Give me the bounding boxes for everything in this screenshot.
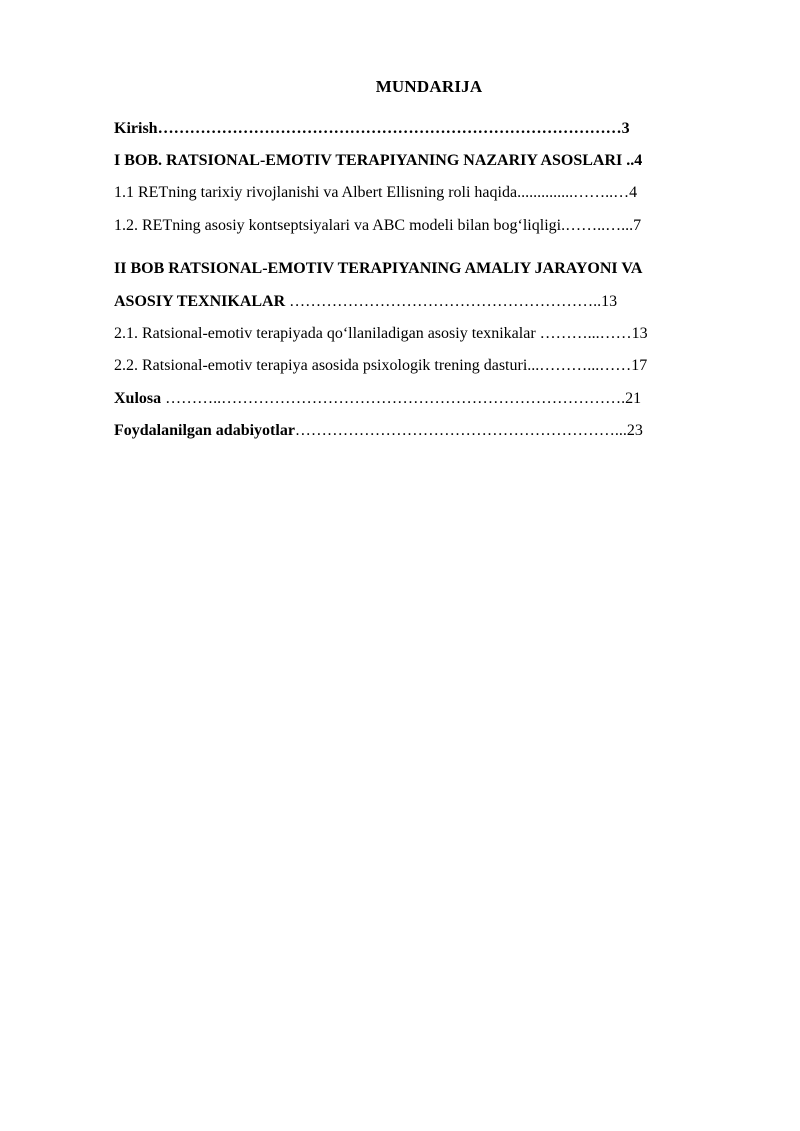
- toc-entry-page: 13: [631, 325, 648, 342]
- toc-entry-text: Xulosa: [114, 390, 162, 407]
- toc-entry-dots: ……………………………………………………...: [294, 422, 627, 439]
- toc-entry-dots: ……..…...: [565, 217, 634, 234]
- toc-entry-kirish: [114, 118, 742, 140]
- toc-entry-chapter-2-cont: [114, 291, 742, 313]
- toc-entry-text: 2.1. Ratsional-emotiv terapiyada qo‘llaniladigan asosiy texnikalar: [114, 325, 536, 342]
- toc-entry-dots: ..: [622, 152, 635, 169]
- toc-entry-dots: ..............……..…: [517, 184, 630, 201]
- toc-entry-dots: ……………………………………………………………………………: [157, 120, 622, 137]
- toc-entry-section-1-1: [114, 182, 742, 204]
- toc-entry-section-2-2: [114, 355, 742, 377]
- toc-entry-text: I BOB. RATSIONAL-EMOTIV TERAPIYANING NAZARIY ASOSLARI: [114, 152, 623, 169]
- toc-entry-references: [114, 420, 742, 442]
- toc-entry-xulosa: [114, 388, 742, 410]
- toc-entry-page: 4: [634, 152, 643, 169]
- toc-entry-text: 1.1 RETning tarixiy rivojlanishi va Albert Ellisning roli haqida: [114, 184, 518, 201]
- toc-entry-page: 23: [626, 422, 643, 439]
- toc-entry-section-1-2: [114, 215, 742, 237]
- toc-entry-text: II BOB RATSIONAL-EMOTIV TERAPIYANING AMALIY JARAYONI VA: [114, 260, 643, 277]
- toc-entry-page: 17: [631, 357, 648, 374]
- toc-entry-dots: …………………………………………………..: [285, 293, 602, 310]
- toc-entry-page: 7: [633, 217, 642, 234]
- toc-entry-chapter-1: [114, 150, 742, 172]
- toc-entry-section-2-1: [114, 323, 742, 345]
- toc-entry-page: .21: [621, 390, 642, 407]
- toc-entry-dots: ………...……: [535, 325, 632, 342]
- toc-entry-page: 13: [601, 293, 618, 310]
- toc-entry-page: 3: [621, 120, 630, 137]
- toc-entry-page: 4: [629, 184, 638, 201]
- toc-entry-text: Foydalanilgan adabiyotlar: [114, 422, 295, 439]
- toc-entry-text: 1.2. RETning asosiy kontseptsiyalari va ABC modeli bilan bog‘liqligi.: [114, 217, 566, 234]
- toc-entry-text: ASOSIY TEXNIKALAR: [114, 293, 286, 310]
- toc-entry-chapter-2: [114, 258, 742, 280]
- toc-entry-dots: ………..…………………………………………………………………: [161, 390, 622, 407]
- toc-entry-text: Kirish: [114, 120, 158, 137]
- toc-entry-text: 2.2. Ratsional-emotiv terapiya asosida psixologik trening dasturi: [114, 357, 528, 374]
- toc-entry-dots: ...………...……: [527, 357, 632, 374]
- page-title: MUNDARIJA: [375, 77, 483, 96]
